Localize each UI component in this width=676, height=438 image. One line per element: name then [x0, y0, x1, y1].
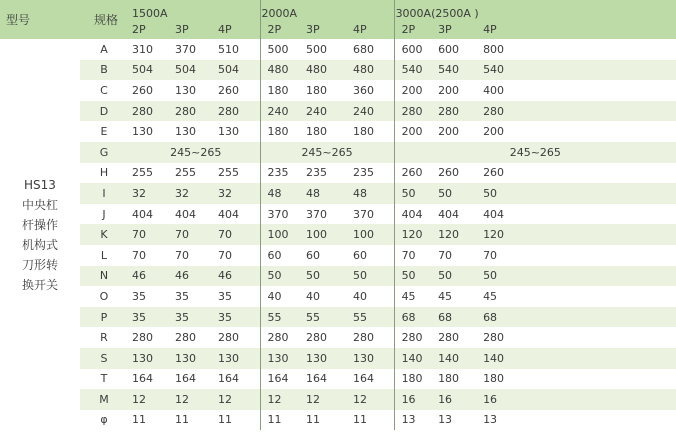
spec-label-cell: P	[80, 307, 132, 328]
value-cell: 100	[306, 224, 353, 245]
value-cell: 164	[306, 372, 328, 386]
value-cell: 360	[353, 83, 375, 97]
value-cell: 280	[175, 101, 218, 122]
value-cell: 12	[353, 389, 394, 410]
value-cell: 500	[306, 42, 328, 56]
value-cell: 180	[353, 125, 375, 139]
value-cell: 13	[438, 413, 453, 427]
value-cell: 600	[394, 39, 438, 60]
value-cell: 280	[438, 331, 460, 345]
spec-column-header: 规格	[80, 0, 132, 39]
pole-header: 4P	[483, 20, 676, 39]
value-cell: 164	[353, 372, 375, 386]
value-cell: 45	[483, 289, 498, 303]
value-cell: 404	[175, 207, 196, 221]
value-cell: 130	[353, 348, 394, 369]
merged-value-cell: 245~265	[394, 142, 676, 163]
value-cell: 13	[394, 410, 438, 431]
value-cell: 260	[132, 83, 153, 97]
value-cell: 480	[260, 60, 306, 81]
table-row	[0, 307, 676, 328]
table-row	[0, 101, 676, 122]
value-cell: 70	[175, 248, 189, 262]
table-row	[0, 286, 676, 307]
spec-label-cell: φ	[100, 413, 108, 427]
value-cell: 100	[260, 224, 306, 245]
value-cell: 45	[394, 286, 438, 307]
value-cell: 11	[132, 413, 146, 427]
value-cell: 130	[260, 348, 306, 369]
value-cell: 800	[483, 42, 505, 56]
pole-header: 2P	[260, 20, 306, 39]
table-row	[0, 142, 676, 163]
value-cell: 280	[132, 101, 175, 122]
value-cell: 130	[132, 125, 153, 139]
value-cell: 35	[175, 307, 218, 328]
group-header-2000a: 2000A	[260, 0, 394, 20]
value-cell: 68	[483, 307, 676, 328]
value-cell: 180	[260, 80, 306, 101]
spec-label-cell: L	[100, 248, 108, 262]
pole-header: 4P	[353, 20, 394, 39]
table-row	[0, 224, 676, 245]
value-cell: 540	[438, 60, 483, 81]
value-cell: 130	[218, 348, 260, 369]
value-cell: 60	[260, 245, 306, 266]
value-cell: 180	[483, 372, 505, 386]
value-cell: 280	[218, 101, 260, 122]
table-row	[0, 266, 676, 287]
value-cell: 12	[218, 389, 260, 410]
value-cell: 140	[438, 348, 483, 369]
value-cell: 235	[306, 166, 328, 180]
value-cell: 12	[306, 389, 353, 410]
value-cell: 140	[394, 348, 438, 369]
pole-header: 3P	[175, 20, 218, 39]
value-cell: 240	[306, 101, 353, 122]
table-row	[0, 245, 676, 266]
model-name-cell	[0, 39, 80, 430]
value-cell: 70	[394, 245, 438, 266]
value-cell: 130	[218, 125, 239, 139]
spec-label-cell: J	[102, 207, 106, 221]
value-cell: 60	[306, 248, 321, 262]
value-cell: 280	[394, 327, 438, 348]
spec-label-cell: S	[80, 348, 132, 369]
value-cell: 50	[353, 266, 394, 287]
spec-label-cell: N	[80, 266, 132, 287]
model-name-line: 换开关	[21, 277, 58, 292]
value-cell: 16	[483, 389, 676, 410]
value-cell: 240	[260, 101, 306, 122]
value-cell: 200	[438, 83, 460, 97]
value-cell: 255	[218, 166, 239, 180]
model-name-line: 刀形转	[21, 257, 58, 272]
spec-label-cell: H	[99, 166, 109, 180]
value-cell: 164	[175, 372, 196, 386]
value-cell: 12	[175, 389, 218, 410]
value-cell: 35	[218, 289, 232, 303]
value-cell: 130	[175, 125, 196, 139]
value-cell: 370	[353, 207, 375, 221]
table-row	[0, 389, 676, 410]
value-cell: 55	[306, 307, 353, 328]
value-cell: 310	[132, 42, 153, 56]
value-cell: 16	[394, 389, 438, 410]
value-cell: 235	[260, 163, 306, 184]
pole-header: 3P	[306, 20, 353, 39]
spec-label-cell: A	[100, 42, 108, 56]
value-cell: 12	[260, 389, 306, 410]
value-cell: 280	[175, 331, 196, 345]
value-cell: 504	[218, 60, 260, 81]
value-cell: 130	[306, 348, 353, 369]
value-cell: 404	[394, 204, 438, 225]
value-cell: 255	[175, 166, 196, 180]
value-cell: 130	[175, 348, 218, 369]
table-row	[0, 39, 676, 60]
value-cell: 40	[306, 289, 321, 303]
value-cell: 55	[353, 307, 394, 328]
spec-label-cell: O	[99, 289, 109, 303]
value-cell: 120	[438, 224, 483, 245]
value-cell: 50	[260, 266, 306, 287]
value-cell: 260	[394, 163, 438, 184]
model-name-line: 杆操作	[21, 217, 58, 232]
value-cell: 540	[394, 60, 438, 81]
value-cell: 180	[306, 125, 328, 139]
value-cell: 180	[260, 121, 306, 142]
pole-header: 2P	[132, 20, 175, 39]
value-cell: 280	[483, 101, 676, 122]
value-cell: 11	[175, 413, 189, 427]
value-cell: 32	[175, 183, 218, 204]
pole-header: 3P	[438, 20, 483, 39]
value-cell: 200	[438, 125, 460, 139]
value-cell: 180	[306, 83, 328, 97]
table-row	[0, 369, 676, 390]
value-cell: 50	[306, 266, 353, 287]
value-cell: 164	[260, 369, 306, 390]
value-cell: 35	[132, 289, 146, 303]
value-cell: 11	[353, 413, 368, 427]
spec-label-cell: M	[80, 389, 132, 410]
value-cell: 50	[438, 183, 483, 204]
value-cell: 48	[306, 183, 353, 204]
value-cell: 540	[483, 60, 676, 81]
pole-header: 4P	[218, 20, 260, 39]
value-cell: 40	[260, 286, 306, 307]
table-row	[0, 327, 676, 348]
merged-value-cell: 245~265	[132, 142, 260, 163]
value-cell: 70	[218, 224, 260, 245]
value-cell: 100	[353, 224, 394, 245]
pole-header: 2P	[394, 20, 438, 39]
value-cell: 50	[483, 183, 676, 204]
spec-label-cell: E	[100, 125, 108, 139]
value-cell: 68	[394, 307, 438, 328]
value-cell: 11	[218, 413, 232, 427]
table-row	[0, 204, 676, 225]
value-cell: 50	[438, 266, 483, 287]
value-cell: 280	[306, 331, 328, 345]
value-cell: 180	[438, 372, 460, 386]
value-cell: 280	[394, 101, 438, 122]
value-cell: 280	[218, 331, 239, 345]
value-cell: 16	[438, 389, 483, 410]
value-cell: 164	[132, 372, 153, 386]
model-name-line: 机构式	[21, 237, 58, 252]
value-cell: 120	[483, 224, 676, 245]
value-cell: 480	[353, 60, 394, 81]
value-cell: 12	[132, 389, 175, 410]
value-cell: 70	[175, 224, 218, 245]
header-row-groups	[0, 0, 676, 20]
value-cell: 50	[394, 266, 438, 287]
value-cell: 200	[483, 125, 505, 139]
model-name-line: 中央杠	[21, 197, 58, 212]
table-row	[0, 121, 676, 142]
value-cell: 32	[218, 183, 260, 204]
value-cell: 45	[438, 289, 453, 303]
value-cell: 404	[218, 207, 239, 221]
value-cell: 500	[260, 39, 306, 60]
value-cell: 46	[218, 266, 260, 287]
model-column-header: 型号	[0, 0, 80, 39]
group-header-1500a: 1500A	[132, 0, 260, 20]
table-row	[0, 410, 676, 431]
value-cell: 130	[175, 83, 196, 97]
value-cell: 200	[394, 121, 438, 142]
spec-label-cell: B	[80, 60, 132, 81]
spec-label-cell: D	[80, 101, 132, 122]
value-cell: 400	[483, 83, 505, 97]
value-cell: 480	[306, 60, 353, 81]
value-cell: 260	[438, 166, 460, 180]
value-cell: 180	[394, 369, 438, 390]
value-cell: 48	[260, 183, 306, 204]
spec-label-cell: R	[100, 331, 108, 345]
value-cell: 240	[353, 101, 394, 122]
value-cell: 46	[175, 266, 218, 287]
value-cell: 120	[394, 224, 438, 245]
spec-label-cell: C	[100, 83, 108, 97]
value-cell: 40	[353, 289, 368, 303]
value-cell: 11	[306, 413, 321, 427]
value-cell: 255	[132, 166, 153, 180]
value-cell: 370	[260, 204, 306, 225]
value-cell: 280	[353, 331, 375, 345]
group-header-3000a: 3000A(2500A )	[394, 0, 676, 20]
value-cell: 11	[260, 410, 306, 431]
value-cell: 280	[483, 331, 505, 345]
table-row	[0, 348, 676, 369]
table-row	[0, 163, 676, 184]
value-cell: 46	[132, 266, 175, 287]
value-cell: 35	[132, 307, 175, 328]
table-row	[0, 183, 676, 204]
value-cell: 48	[353, 183, 394, 204]
value-cell: 60	[353, 248, 368, 262]
value-cell: 164	[218, 372, 239, 386]
value-cell: 510	[218, 42, 239, 56]
value-cell: 504	[132, 60, 175, 81]
value-cell: 404	[438, 207, 460, 221]
model-name-line: HS13	[24, 177, 56, 192]
value-cell: 370	[175, 42, 196, 56]
spec-label-cell: G	[80, 142, 132, 163]
value-cell: 68	[438, 307, 483, 328]
value-cell: 260	[483, 166, 505, 180]
merged-value-cell: 245~265	[260, 142, 394, 163]
value-cell: 200	[394, 80, 438, 101]
value-cell: 680	[353, 42, 375, 56]
value-cell: 35	[218, 307, 260, 328]
value-cell: 504	[175, 60, 218, 81]
spec-label-cell: I	[80, 183, 132, 204]
table-row	[0, 80, 676, 101]
spec-label-cell: K	[80, 224, 132, 245]
value-cell: 32	[132, 183, 175, 204]
table-row	[0, 60, 676, 81]
value-cell: 130	[132, 348, 175, 369]
value-cell: 140	[483, 348, 676, 369]
value-cell: 70	[132, 224, 175, 245]
value-cell: 280	[260, 327, 306, 348]
value-cell: 55	[260, 307, 306, 328]
value-cell: 70	[438, 248, 453, 262]
value-cell: 600	[438, 42, 460, 56]
value-cell: 70	[218, 248, 232, 262]
value-cell: 260	[218, 83, 239, 97]
value-cell: 50	[483, 266, 676, 287]
value-cell: 404	[132, 207, 153, 221]
value-cell: 35	[175, 289, 189, 303]
value-cell: 280	[438, 101, 483, 122]
value-cell: 235	[353, 166, 375, 180]
value-cell: 280	[132, 331, 153, 345]
value-cell: 370	[306, 207, 328, 221]
value-cell: 70	[132, 248, 146, 262]
value-cell: 404	[483, 207, 505, 221]
value-cell: 70	[483, 248, 498, 262]
value-cell: 13	[483, 413, 498, 427]
spec-label-cell: T	[100, 372, 108, 386]
value-cell: 50	[394, 183, 438, 204]
